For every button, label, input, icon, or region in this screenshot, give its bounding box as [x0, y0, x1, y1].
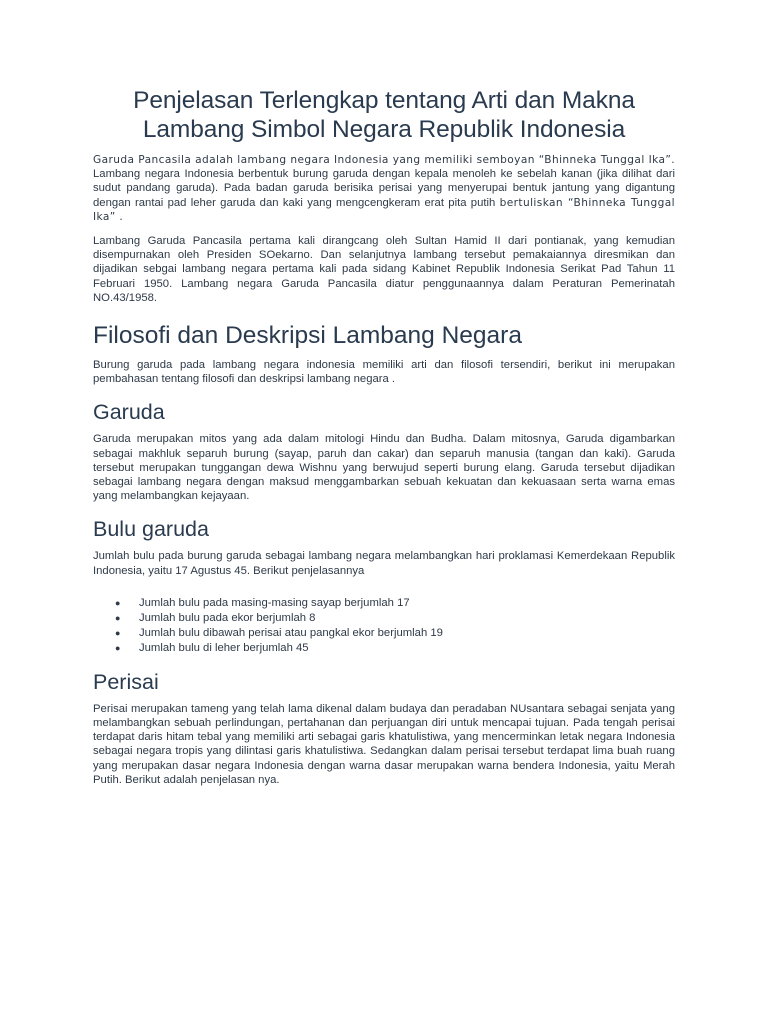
list-item-text: Jumlah bulu di leher berjumlah 45 [139, 641, 309, 654]
document-page [93, 86, 675, 787]
list-item-text: Jumlah bulu pada masing-masing sayap berjumlah 17 [139, 596, 410, 609]
list-item [115, 626, 675, 641]
list-item [115, 641, 675, 656]
intro-p1-lead: Garuda Pancasila adalah lambang negara Indonesia yang memiliki semboyan “Bhinneka Tunggal Ika”. [93, 154, 675, 166]
intro-paragraph-1 [93, 153, 675, 224]
garuda-paragraph: Garuda merupakan mitos yang ada dalam mitologi Hindu dan Budha. Dalam mitosnya, Garuda digambarkan sebagai makhluk separuh burung (sayap, paruh dan cakar) dan separuh manusia (tangan dan kaki). Garuda tersebut merupakan tunggangan dewa Wishnu yang berwujud seperti burung elang. Garuda tersebut dijadikan sebagai lambang negara dengan maksud menggambarkan sebuah kekuatan dan kekuasaan serta warna emas yang melambangkan kejayaan. [93, 433, 675, 503]
bulu-list [93, 596, 675, 656]
list-item [115, 611, 675, 626]
intro-p1-body: Lambang negara Indonesia berbentuk burung garuda dengan kepala menoleh ke sebelah kanan (jika dilihat dari sudut pandang garuda). Pada badan garuda berisika perisai yang menyerupai bentuk jantung yang digantung dengan rantai pad leher garuda dan kaki yang mengcengkeram erat pita putih [93, 168, 675, 209]
bullet-icon: ● [115, 612, 121, 623]
heading-garuda: Garuda [93, 400, 165, 425]
bulu-paragraph: Jumlah bulu pada burung garuda sebagai lambang negara melambangkan hari proklamasi Kemerdekaan Republik Indonesia, yaitu 17 Agustus 45. Berikut penjelasannya [93, 550, 675, 577]
bullet-icon: ● [115, 627, 121, 638]
intro-paragraph-2: Lambang Garuda Pancasila pertama kali dirangcang oleh Sultan Hamid II dari pontianak, yang kemudian disempurnakan oleh Presiden SOekarno. Dan selanjutnya lambang tersebut pemakaiannya diresmikan dan dijadikan sebgai lambang negara pertama kali pada sidang Kabinet Republik Indonesia Serikat Pad Tahun 11 Februari 1950. Lambang negara Garuda Pancasila diatur penggunaannya dalam Peraturan Pemerinatah NO.43/1958. [93, 235, 675, 304]
heading-filosofi: Filosofi dan Deskripsi Lambang Negara [93, 322, 522, 350]
perisai-paragraph: Perisai merupakan tameng yang telah lama dikenal dalam budaya dan peradaban NUsantara sebagai senjata yang melambangkan sebuah perlindungan, pertahanan dan perjuangan diri untuk mencapai tujuan. Pada tengah perisai terdapat daris hitam tebal yang memiliki arti sebagai garis khatulistiwa, yang mencerminkan letak negara Indonesia sebagai negara tropis yang dilintasi garis khatulistiwa. Sedangkan dalam perisai tersebut terdapat lima buah ruang yang merupakan dasar negara Indonesia dengan warna dasar merupakan warna bendera Indonesia, yaitu Merah Putih. Berikut adalah penjelasan nya. [93, 702, 675, 786]
bullet-icon: ● [115, 642, 121, 653]
bullet-icon: ● [115, 597, 121, 608]
list-item-text: Jumlah bulu dibawah perisai atau pangkal ekor berjumlah 19 [139, 626, 443, 639]
list-item-text: Jumlah bulu pada ekor berjumlah 8 [139, 611, 316, 624]
intro-p1-tail: bertuliskan “Bhinneka Tunggal Ika” . [93, 196, 675, 223]
heading-bulu-garuda: Bulu garuda [93, 517, 209, 542]
list-item [115, 596, 675, 611]
filosofi-paragraph: Burung garuda pada lambang negara indonesia memiliki arti dan filosofi tersendiri, berikut ini merupakan pembahasan tentang filosofi dan deskripsi lambang negara . [93, 359, 675, 386]
heading-perisai: Perisai [93, 669, 159, 694]
page-title: Penjelasan Terlengkap tentang Arti dan Makna Lambang Simbol Negara Republik Indonesia [133, 87, 635, 143]
